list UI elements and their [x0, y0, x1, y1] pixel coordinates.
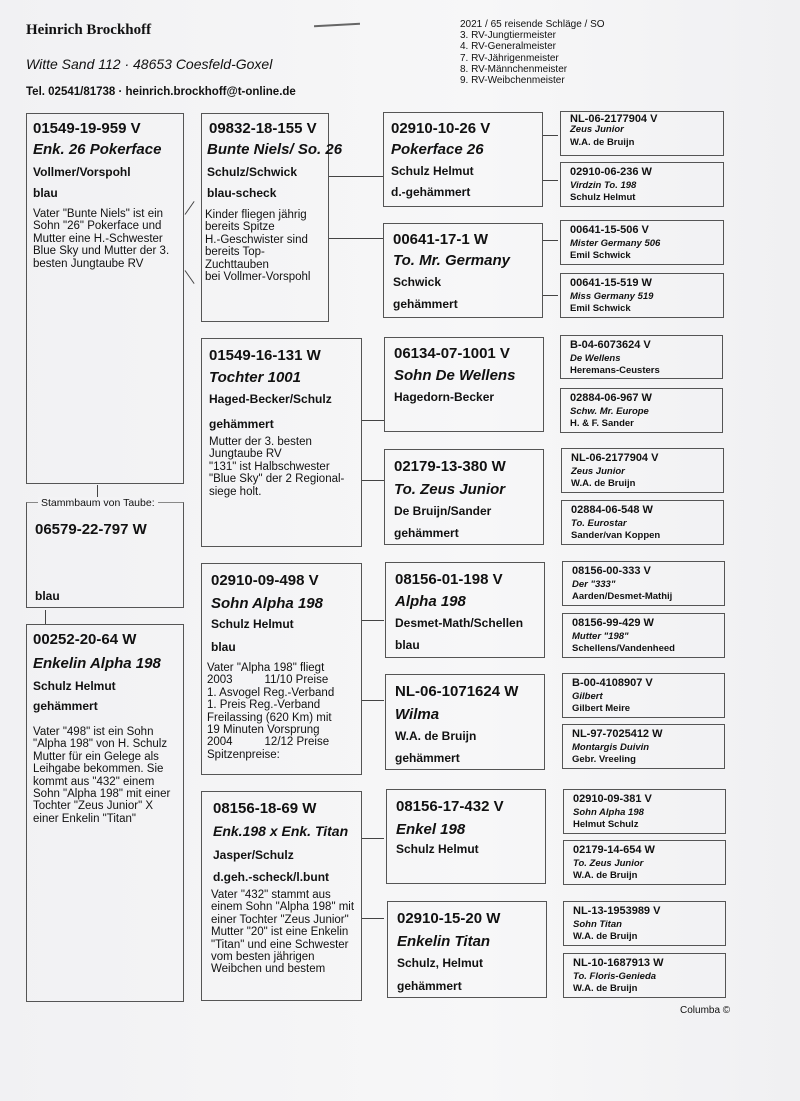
ggg-breeder: H. & F. Sander	[570, 418, 634, 429]
subject-caption: Stammbaum von Taube:	[38, 497, 158, 509]
subject-ring: 06579-22-797 W	[35, 521, 147, 538]
ggg-ring: NL-97-7025412 W	[572, 728, 663, 740]
ggg-box	[562, 724, 725, 769]
ggg-box	[562, 613, 725, 658]
connector-line	[362, 480, 384, 481]
ggg-box	[560, 162, 724, 207]
grandparent-name: Enk.198 x Enk. Titan	[213, 823, 349, 839]
ggg-breeder: Gebr. Vreeling	[572, 754, 636, 765]
great-grandparent-name: Pokerface 26	[391, 141, 484, 158]
connector-line	[543, 295, 558, 296]
achievement-item: 8. RV-Männchenmeister	[460, 63, 568, 75]
ggg-ring: NL-10-1687913 W	[573, 957, 664, 969]
great-grandparent-name: Sohn De Wellens	[394, 367, 516, 384]
ggg-ring: 02179-14-654 W	[573, 844, 655, 856]
ggg-name: De Wellens	[570, 353, 621, 364]
ggg-name: Virdzin To. 198	[570, 180, 637, 191]
dam-ring: 00252-20-64 W	[33, 631, 137, 648]
ggg-box	[560, 220, 724, 265]
breeder-name: Heinrich Brockhoff	[26, 22, 152, 38]
ggg-name: To. Eurostar	[571, 518, 627, 529]
grandparent-name: Tochter 1001	[209, 369, 301, 386]
great-grandparent-color: gehämmert	[397, 979, 462, 993]
achievement-item: 7. RV-Jährigenmeister	[460, 52, 559, 64]
connector-line	[362, 620, 384, 621]
great-grandparent-color: d.-gehämmert	[391, 185, 471, 199]
ggg-name: Sohn Alpha 198	[573, 807, 644, 818]
grandparent-notes: Kinder fliegen jährig bereits Spitze H.-Geschwister sind bereits Top-Zuchttauben bei Vollmer-Vorspohl	[205, 209, 311, 284]
great-grandparent-breeder: Schulz Helmut	[391, 164, 474, 178]
copyright-text: Columba ©	[680, 1005, 731, 1016]
ggg-ring: 08156-99-429 W	[572, 617, 654, 629]
ggg-breeder: W.A. de Bruijn	[573, 931, 638, 942]
dam-notes: Vater "498" ist ein Sohn "Alpha 198" von H. Schulz Mutter für ein Gelege als Leihgabe bekommen. Sie kommt aus "432" einem Sohn "Alpha 198" mit einer Tochter "Zeus Junior" X einer Enkelin "Titan"	[33, 726, 171, 825]
ggg-breeder: W.A. de Bruijn	[571, 478, 636, 489]
great-grandparent-ring: 08156-01-198 V	[395, 571, 503, 588]
ggg-breeder: Helmut Schulz	[573, 819, 639, 830]
grandparent-color: gehämmert	[209, 417, 274, 431]
ggg-box	[563, 901, 726, 946]
ggg-box	[560, 273, 724, 318]
grandparent-notes: Vater "Alpha 198" fliegt 2003 11/10 Preise 1. Asvogel Reg.-Verband 1. Preis Reg.-Verband Freilassing (620 Km) mit 19 Minuten Vorsprung 2004 12/12 Preise Spitzenpreise:	[207, 662, 335, 761]
subject-color: blau	[35, 589, 60, 603]
grandparent-ring: 09832-18-155 V	[209, 120, 317, 137]
ggg-ring: NL-13-1953989 V	[573, 905, 661, 917]
grandparent-color: blau-scheck	[207, 186, 277, 200]
connector-line	[362, 700, 384, 701]
ggg-box	[560, 111, 724, 156]
great-grandparent-name: Enkel 198	[396, 821, 466, 838]
ggg-box	[563, 840, 726, 885]
great-grandparent-name: Alpha 198	[395, 593, 466, 610]
subject-box	[26, 502, 184, 608]
great-grandparent-ring: 02910-15-20 W	[397, 910, 501, 927]
ggg-ring: NL-06-2177904 V	[570, 113, 658, 125]
sire-ring: 01549-19-959 V	[33, 120, 141, 137]
great-grandparent-ring: NL-06-1071624 W	[395, 683, 519, 700]
connector-line	[45, 610, 46, 624]
connector-line	[362, 918, 384, 919]
ggg-box	[560, 388, 723, 433]
great-grandparent-name: Enkelin Titan	[397, 933, 491, 950]
great-grandparent-box	[384, 449, 544, 545]
ggg-ring: NL-06-2177904 V	[571, 452, 659, 464]
ggg-name: Schw. Mr. Europe	[570, 406, 649, 417]
grandparent-notes: Vater "432" stammt aus einem Sohn "Alpha 198" mit einer Tochter "Zeus Junior" Mutter "20" ist eine Enkelin "Titan" und eine Schwester vom besten jährigen Weibchen und bestem	[211, 889, 355, 976]
great-grandparent-breeder: W.A. de Bruijn	[395, 729, 477, 743]
ggg-box	[561, 500, 724, 545]
ggg-ring: 02884-06-548 W	[571, 504, 653, 516]
ggg-ring: 02884-06-967 W	[570, 392, 652, 404]
ggg-breeder: Sander/van Koppen	[571, 530, 661, 541]
ggg-ring: 00641-15-506 V	[570, 224, 649, 236]
ggg-breeder: Schellens/Vandenheed	[572, 643, 675, 654]
sire-notes: Vater "Bunte Niels" ist ein Sohn "26" Pokerface und Mutter eine H.-Schwester Blue Sky und Mutter der 3. besten Jungtaube RV	[33, 208, 170, 270]
great-grandparent-breeder: Desmet-Math/Schellen	[395, 616, 524, 630]
great-grandparent-box	[383, 112, 543, 207]
grandparent-ring: 08156-18-69 W	[213, 800, 317, 817]
ggg-box	[562, 673, 725, 718]
great-grandparent-color: blau	[395, 638, 420, 652]
grandparent-box	[201, 791, 362, 1001]
sire-box	[26, 113, 184, 484]
great-grandparent-ring: 00641-17-1 W	[393, 231, 489, 248]
connector-line	[362, 420, 384, 421]
great-grandparent-box	[386, 789, 546, 884]
ggg-name: Gilbert	[572, 691, 603, 702]
great-grandparent-name: To. Mr. Germany	[393, 252, 510, 269]
ggg-name: Der "333"	[572, 579, 616, 590]
ggg-name: Sohn Titan	[573, 919, 622, 930]
ggg-name: Miss Germany 519	[570, 291, 654, 302]
header-pen-mark	[314, 23, 360, 27]
ggg-breeder: Aarden/Desmet-Mathij	[572, 591, 673, 602]
connector-line	[185, 270, 195, 284]
ggg-ring: 08156-00-333 V	[572, 565, 651, 577]
ggg-breeder: Emil Schwick	[570, 303, 631, 314]
great-grandparent-name: Wilma	[395, 706, 440, 723]
great-grandparent-ring: 02910-10-26 V	[391, 120, 491, 137]
ggg-ring: 00641-15-519 W	[570, 277, 652, 289]
grandparent-color: blau	[211, 640, 236, 654]
connector-line	[543, 135, 558, 136]
grandparent-breeder: Jasper/Schulz	[213, 848, 294, 862]
great-grandparent-box	[384, 337, 544, 432]
great-grandparent-breeder: Schulz Helmut	[396, 842, 479, 856]
great-grandparent-name: To. Zeus Junior	[394, 481, 506, 498]
connector-line	[185, 201, 195, 215]
grandparent-box	[201, 338, 362, 547]
connector-line	[329, 176, 383, 177]
ggg-name: To. Floris-Genieda	[573, 971, 657, 982]
achievements-list	[460, 19, 605, 86]
grandparent-color: d.geh.-scheck/l.bunt	[213, 870, 330, 884]
grandparent-breeder: Schulz Helmut	[211, 617, 294, 631]
connector-line	[329, 238, 383, 239]
ggg-name: Mutter "198"	[572, 631, 629, 642]
ggg-box	[562, 561, 725, 606]
grandparent-name: Sohn Alpha 198	[211, 595, 323, 612]
ggg-box	[563, 953, 726, 998]
great-grandparent-color: gehämmert	[395, 751, 460, 765]
ggg-ring: B-04-6073624 V	[570, 339, 651, 351]
ggg-breeder: Heremans-Ceusters	[570, 365, 660, 376]
achievement-item: 4. RV-Generalmeister	[460, 41, 556, 53]
ggg-name: Montargis Duivin	[572, 742, 650, 753]
ggg-name: Mister Germany 506	[570, 238, 661, 249]
great-grandparent-box	[385, 674, 545, 770]
achievement-item: 9. RV-Weibchenmeister	[460, 75, 565, 87]
achievement-item: 2021 / 65 reisende Schläge / SO	[460, 19, 605, 30]
ggg-box	[561, 448, 724, 493]
great-grandparent-color: gehämmert	[394, 526, 459, 540]
great-grandparent-breeder: De Bruijn/Sander	[394, 504, 492, 518]
grandparent-breeder: Schulz/Schwick	[207, 165, 298, 179]
ggg-breeder: W.A. de Bruijn	[573, 983, 638, 994]
ggg-ring: 02910-06-236 W	[570, 166, 652, 178]
great-grandparent-breeder: Hagedorn-Becker	[394, 390, 495, 404]
great-grandparent-ring: 08156-17-432 V	[396, 798, 504, 815]
dam-breeder: Schulz Helmut	[33, 679, 116, 693]
sire-color: blau	[33, 186, 58, 200]
ggg-breeder: W.A. de Bruijn	[570, 137, 635, 148]
grandparent-box	[201, 563, 362, 775]
great-grandparent-box	[385, 562, 545, 658]
dam-name: Enkelin Alpha 198	[33, 655, 161, 672]
great-grandparent-color: gehämmert	[393, 297, 458, 311]
great-grandparent-breeder: Schwick	[393, 275, 442, 289]
grandparent-notes: Mutter der 3. besten Jungtaube RV "131" ist Halbschwester "Blue Sky" der 2 Regional-siege holt.	[209, 436, 345, 498]
grandparent-box	[201, 113, 343, 322]
grandparent-ring: 02910-09-498 V	[211, 572, 319, 589]
ggg-box	[560, 335, 723, 379]
sire-name: Enk. 26 Pokerface	[33, 141, 162, 158]
grandparent-name: Bunte Niels/ So. 26	[207, 141, 343, 158]
great-grandparent-ring: 02179-13-380 W	[394, 458, 506, 475]
dam-box	[26, 624, 184, 1002]
ggg-breeder: Schulz Helmut	[570, 192, 636, 203]
ggg-breeder: Gilbert Meire	[572, 703, 631, 714]
ggg-box	[563, 789, 726, 834]
ggg-name: To. Zeus Junior	[573, 858, 644, 869]
great-grandparent-ring: 06134-07-1001 V	[394, 345, 510, 362]
sire-breeder: Vollmer/Vorspohl	[33, 165, 131, 179]
dam-color: gehämmert	[33, 699, 98, 713]
connector-line	[362, 838, 384, 839]
breeder-address: Witte Sand 112 · 48653 Coesfeld-Goxel	[26, 56, 273, 72]
grandparent-breeder: Haged-Becker/Schulz	[209, 392, 332, 406]
connector-line	[543, 240, 558, 241]
achievement-item: 3. RV-Jungtiermeister	[460, 30, 556, 42]
ggg-breeder: Emil Schwick	[570, 250, 631, 261]
ggg-name: Zeus Junior	[570, 124, 624, 135]
breeder-contact: Tel. 02541/81738 · heinrich.brockhoff@t-online.de	[26, 86, 296, 98]
ggg-breeder: W.A. de Bruijn	[573, 870, 638, 881]
ggg-ring: B-00-4108907 V	[572, 677, 653, 689]
great-grandparent-box	[383, 223, 543, 318]
ggg-ring: 02910-09-381 V	[573, 793, 652, 805]
connector-line	[543, 180, 558, 181]
great-grandparent-box	[387, 901, 547, 998]
ggg-name: Zeus Junior	[571, 466, 625, 477]
great-grandparent-breeder: Schulz, Helmut	[397, 956, 484, 970]
grandparent-ring: 01549-16-131 W	[209, 347, 321, 364]
